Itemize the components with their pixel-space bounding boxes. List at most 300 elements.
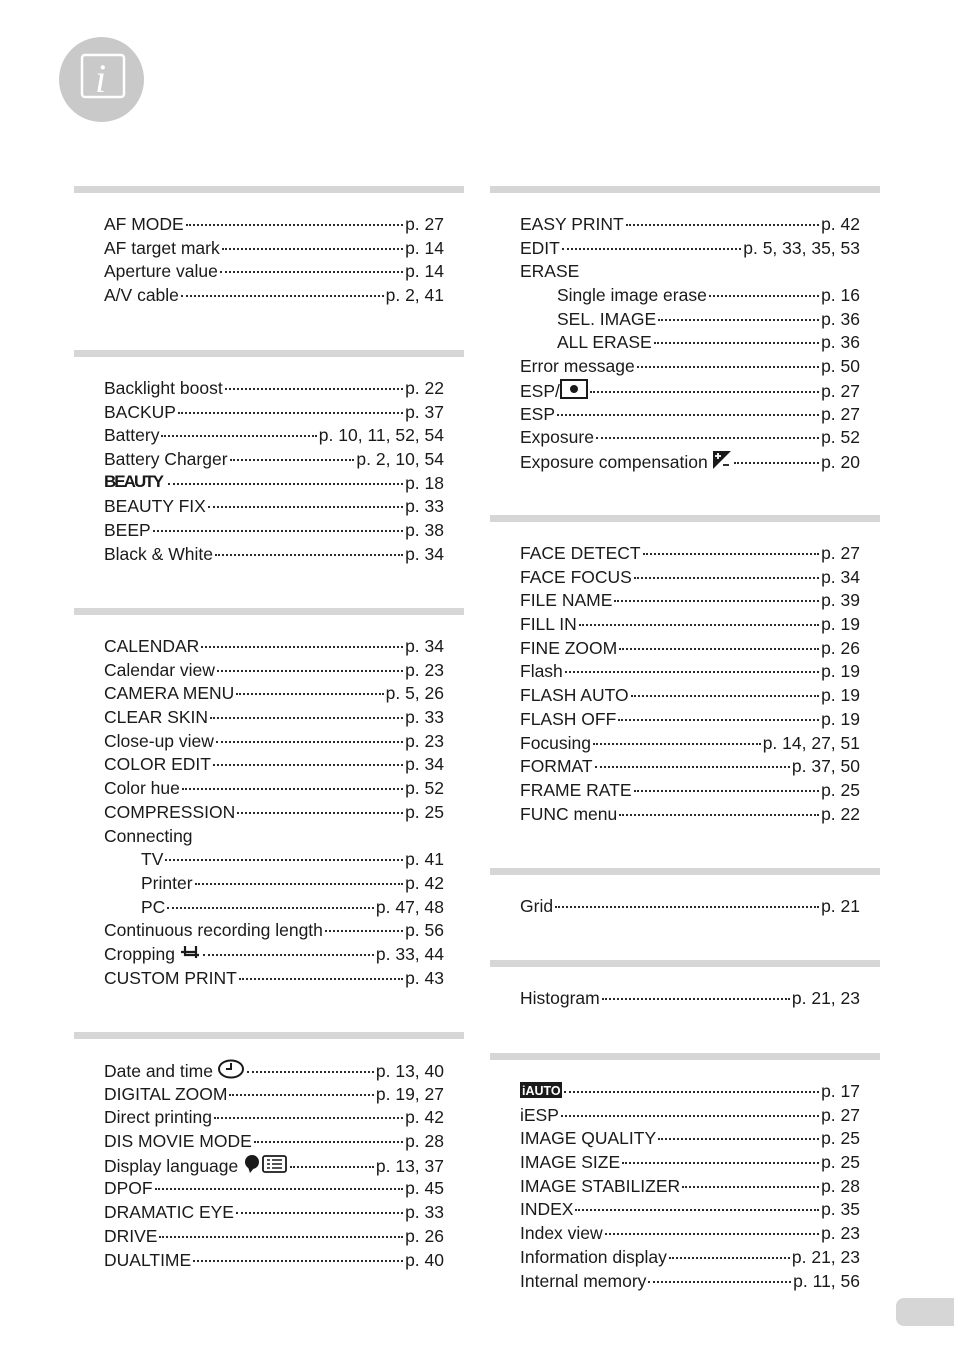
index-entry [104,706,444,730]
entry-label: Grid [520,896,554,916]
index-entry [104,730,444,754]
entry-label: CALENDAR [104,636,200,656]
index-entry [104,1249,444,1273]
index-entry [520,660,860,684]
entry-page-ref: p. 38 [405,520,444,541]
dot-leader [237,812,403,814]
entry-label: FILE NAME [520,590,613,611]
dot-leader [631,695,819,697]
entry-label: FACE DETECT [520,543,641,563]
index-section [490,186,880,515]
entry-page-ref: p. 19 [821,614,860,635]
entry-page-ref: p. 27 [405,214,444,234]
dot-leader [193,1260,403,1262]
dot-leader [220,271,403,273]
entry-page-ref: p. 10, 11, 52, 54 [318,425,444,446]
index-entry [520,1270,860,1294]
index-entry [104,448,444,472]
index-entry [520,987,860,1011]
index-entry [104,682,444,706]
entry-page-ref: p. 42 [405,1107,444,1128]
entry-page-ref: p. 19 [821,708,860,729]
dot-leader [230,459,355,461]
dot-leader [618,719,819,721]
entry-page-ref: p. 19, 27 [375,1083,444,1104]
entry-page-ref: p. 27 [821,543,860,563]
entry-page-ref: p. 18 [405,472,444,493]
entry-label: CUSTOM PRINT [104,967,237,988]
entry-list [490,967,880,1011]
clock-icon [217,1059,245,1086]
entry-label: FINE ZOOM [520,637,618,658]
index-entry [104,919,444,943]
index-entry [104,237,444,261]
index-entry [520,708,860,732]
index-entry [520,450,860,474]
entry-page-ref: p. 21, 23 [791,988,860,1008]
index-entry [520,284,860,308]
index-entry [104,519,444,543]
dot-leader [557,414,819,416]
dot-leader [634,577,819,579]
index-entry [520,379,860,403]
dot-leader [178,412,403,414]
entry-page-ref: p. 20 [821,451,860,472]
dot-leader [602,998,790,1000]
dot-leader [203,954,374,956]
dot-leader [182,788,403,790]
index-entry [104,260,444,284]
dot-leader [208,506,403,508]
entry-label: Flash [520,661,563,682]
entry-label: FRAME RATE [520,779,632,800]
dot-leader [622,1162,819,1164]
index-entry [104,943,444,967]
index-entry [520,684,860,708]
entry-label: Cropping [104,943,201,968]
dot-leader [637,366,819,368]
entry-label: Histogram [520,988,600,1008]
index-entry [520,613,860,637]
dot-leader [734,462,819,464]
entry-page-ref: p. 17 [821,1081,860,1101]
spot-metering-icon [560,379,588,406]
entry-page-ref: p. 23 [405,659,444,680]
index-entry [520,1151,860,1175]
index-entry [520,1080,860,1104]
entry-label: ESP [520,403,556,424]
entry-label: BEEP [104,520,151,541]
index-section [490,515,880,868]
index-entry [104,213,444,237]
entry-label: IMAGE SIZE [520,1152,621,1173]
entry-page-ref: p. 21 [821,896,860,916]
index-entry [520,732,860,756]
index-entry [104,848,444,872]
dot-leader [236,1212,403,1214]
section-divider [74,1032,464,1039]
entry-page-ref: p. 37 [405,401,444,422]
entry-label: Single image erase [557,285,707,306]
entry-label: Direct printing [104,1107,212,1128]
index-entry [520,542,860,566]
entry-page-ref: p. 56 [405,920,444,941]
entry-page-ref: p. 35 [821,1199,860,1220]
dot-leader [167,907,374,909]
index-entry [104,1177,444,1201]
entry-page-ref: p. 11, 56 [793,1270,860,1291]
dot-leader [165,859,403,861]
entry-label: Index view [520,1223,603,1244]
index-entry [104,872,444,896]
dot-leader [201,646,403,648]
entry-label: IMAGE QUALITY [520,1128,657,1149]
entry-page-ref: p. 27 [821,1104,860,1125]
index-entry [520,355,860,379]
section-divider [490,186,880,193]
dot-leader [225,388,403,390]
entry-label: FORMAT [520,756,593,777]
index-entry [104,1201,444,1225]
entry-page-ref: p. 13, 40 [375,1060,444,1081]
entry-label: Focusing [520,732,592,753]
entry-label: BEAUTY FIX [104,496,206,517]
entry-page-ref: p. 34 [405,636,444,656]
entry-page-ref: p. 22 [405,378,444,398]
dot-leader [222,248,403,250]
entry-list [74,357,464,567]
dot-leader [596,437,819,439]
dot-leader [564,1091,819,1093]
dot-leader [626,224,819,226]
entry-label: Continuous recording length [104,920,323,941]
entry-label: PC [141,896,166,917]
entry-page-ref: p. 33 [405,707,444,728]
entry-page-ref: p. 33 [405,1202,444,1223]
entry-page-ref: p. 50 [821,356,860,377]
entry-page-ref: p. 28 [821,1175,860,1196]
entry-page-ref: p. 42 [405,872,444,893]
index-entry [104,495,444,519]
entry-page-ref: p. 21, 23 [791,1246,860,1267]
index-entry [104,377,444,401]
index-entry [520,803,860,827]
index-entry [520,1104,860,1128]
dot-leader [229,1094,373,1096]
svg-text:i: i [95,56,107,101]
entry-page-ref: p. 26 [405,1225,444,1246]
entry-page-ref: p. 36 [821,332,860,353]
entry-page-ref: p. 43 [405,967,444,988]
entry-label: IMAGE STABILIZER [520,1175,681,1196]
entry-label: DUALTIME [104,1249,192,1270]
entry-label [104,472,166,497]
entry-list [490,522,880,826]
dot-leader [595,766,790,768]
dot-leader [579,624,819,626]
index-entry [520,1198,860,1222]
entry-label: INDEX [520,1199,574,1220]
entry-page-ref: p. 14, 27, 51 [762,732,860,753]
index-entry [520,779,860,803]
index-entry [104,801,444,825]
entry-page-ref: p. 19 [821,661,860,682]
index-entry [520,260,860,284]
entry-label: DPOF [104,1178,153,1199]
entry-page-ref: p. 5, 26 [385,683,444,704]
entry-page-ref: p. 42 [821,214,860,234]
entry-label: Printer [141,872,193,893]
entry-page-ref: p. 19 [821,685,860,706]
entry-page-ref: p. 34 [821,566,860,587]
dot-leader [614,600,819,602]
index-entry [104,777,444,801]
entry-label: ALL ERASE [557,332,652,353]
index-column-right [490,186,880,1313]
entry-list [490,1060,880,1293]
index-section [490,960,880,1053]
entry-page-ref: p. 23 [405,730,444,751]
dot-leader [555,906,819,908]
index-entry [104,1130,444,1154]
dot-leader [682,1186,819,1188]
dot-leader [709,295,819,297]
index-entry [520,1175,860,1199]
entry-label: Calendar view [104,659,215,680]
entry-label: Internal memory [520,1270,647,1291]
entry-page-ref: p. 52 [405,778,444,799]
dot-leader [561,1115,819,1117]
entry-label: FACE FOCUS [520,566,632,587]
index-entry [104,472,444,496]
entry-label: Connecting [104,825,193,846]
entry-label: SEL. IMAGE [557,308,657,329]
entry-page-ref: p. 34 [405,543,444,564]
index-entry [104,659,444,683]
section-divider [74,350,464,357]
index-section [74,608,464,1032]
entry-label: Backlight boost [104,378,223,398]
dot-leader [658,1138,819,1140]
entry-label: Close-up view [104,730,214,751]
entry-list [74,1039,464,1272]
dot-leader [236,693,383,695]
entry-label: BACKUP [104,401,176,422]
language-icon [242,1154,288,1181]
index-entry [520,589,860,613]
entry-page-ref: p. 45 [405,1178,444,1199]
dot-leader [658,319,819,321]
entry-label: Display language [104,1154,288,1181]
entry-list [74,615,464,990]
entry-page-ref: p. 25 [405,801,444,822]
index-entry [520,308,860,332]
dot-leader [565,671,819,673]
index-entry [520,237,860,261]
entry-label: Date and time [104,1059,245,1086]
dot-leader [247,1071,374,1073]
entry-list [490,875,880,919]
entry-page-ref: p. 25 [821,779,860,800]
entry-label: Exposure compensation [520,450,732,477]
exposure-comp-icon [712,450,732,477]
entry-page-ref: p. 23 [821,1223,860,1244]
dot-leader [590,391,819,393]
index-entry [520,895,860,919]
index-entry [520,426,860,450]
entry-page-ref: p. 22 [821,803,860,824]
dot-leader [159,1236,403,1238]
crop-icon [179,943,201,968]
index-entry [104,424,444,448]
index-entry [520,637,860,661]
entry-page-ref: p. 27 [821,403,860,424]
section-divider [490,868,880,875]
iauto-icon [520,1081,562,1105]
entry-label [520,1080,562,1104]
section-divider [74,186,464,193]
entry-label: Error message [520,356,635,377]
entry-page-ref: p. 34 [405,754,444,775]
index-entry [104,543,444,567]
index-entry [104,1106,444,1130]
entry-label: COMPRESSION [104,801,236,822]
section-divider [74,608,464,615]
index-entry [104,1225,444,1249]
dot-leader [648,1281,791,1283]
entry-label: FLASH OFF [520,708,617,729]
dot-leader [214,1117,403,1119]
entry-page-ref: p. 5, 33, 35, 53 [743,237,860,258]
entry-label: AF MODE [104,214,184,234]
index-entry [104,967,444,991]
dot-leader [325,930,403,932]
entry-page-ref: p. 14 [405,237,444,258]
entry-page-ref: p. 39 [821,590,860,611]
dot-leader [290,1166,374,1168]
entry-label: Battery [104,425,160,446]
dot-leader [181,295,384,297]
dot-leader [213,764,403,766]
dot-leader [239,978,403,980]
dot-leader [619,814,819,816]
entry-label: Aperture value [104,261,218,282]
index-column-left [74,186,464,1292]
index-entry [520,1127,860,1151]
dot-leader [195,883,404,885]
dot-leader [593,743,761,745]
dot-leader [153,530,403,532]
entry-page-ref: p. 33, 44 [375,943,444,964]
entry-label: CAMERA MENU [104,683,235,704]
entry-label: COLOR EDIT [104,754,211,775]
dot-leader [215,554,403,556]
index-entry [104,1083,444,1107]
index-entry [104,1154,444,1178]
index-entry [104,896,444,920]
entry-label: ERASE [520,261,580,282]
index-section [74,186,464,350]
entry-page-ref: p. 25 [821,1128,860,1149]
svg-text:iAUTO: iAUTO [522,1083,561,1098]
entry-page-ref: p. 27 [821,380,860,401]
entry-page-ref: p. 13, 37 [375,1155,444,1176]
section-divider [490,960,880,967]
entry-label: Color hue [104,778,180,799]
index-entry [520,1246,860,1270]
dot-leader [605,1233,819,1235]
index-entry [104,753,444,777]
entry-label: FILL IN [520,614,577,635]
dot-leader [562,248,741,250]
entry-label: Information display [520,1246,667,1267]
entry-page-ref: p. 2, 10, 54 [356,449,444,470]
index-entry [104,401,444,425]
entry-label: TV [141,849,164,870]
entry-page-ref: p. 26 [821,637,860,658]
index-entry [520,403,860,427]
entry-page-ref: p. 40 [405,1249,444,1270]
entry-label: EASY PRINT [520,214,624,234]
entry-page-ref: p. 47, 48 [375,896,444,917]
dot-leader [254,1141,403,1143]
entry-page-ref: p. 14 [405,261,444,282]
entry-label: DRIVE [104,1225,158,1246]
dot-leader [186,224,403,226]
page-tab [896,1298,954,1326]
dot-leader [217,670,403,672]
index-entry [520,331,860,355]
entry-label: iESP [520,1104,559,1125]
index-section [74,350,464,608]
dot-leader [210,717,403,719]
index-entry [520,566,860,590]
entry-page-ref: p. 16 [821,285,860,306]
entry-label: AF target mark [104,237,220,258]
index-section [490,868,880,960]
entry-label: Exposure [520,427,594,448]
entry-list [74,193,464,308]
dot-leader [161,435,316,437]
index-entry [104,284,444,308]
dot-leader [168,483,403,485]
entry-page-ref: p. 36 [821,308,860,329]
entry-label: EDIT [520,237,560,258]
section-divider [490,515,880,522]
entry-page-ref: p. 33 [405,496,444,517]
entry-page-ref: p. 41 [405,849,444,870]
entry-label: ESP/ [520,379,588,406]
index-entry [104,825,444,849]
entry-label: FUNC menu [520,803,618,824]
dot-leader [575,1209,819,1211]
dot-leader [643,553,819,555]
index-entry [520,1222,860,1246]
entry-label: FLASH AUTO [520,685,629,706]
entry-list [490,193,880,474]
entry-page-ref: p. 37, 50 [791,756,860,777]
entry-page-ref: p. 25 [821,1152,860,1173]
index-section [74,1032,464,1292]
index-entry [104,635,444,659]
beauty-mode-icon [104,472,166,497]
entry-page-ref: p. 52 [821,427,860,448]
entry-label: CLEAR SKIN [104,707,209,728]
entry-label: DRAMATIC EYE [104,1202,234,1223]
index-entry [104,1059,444,1083]
dot-leader [654,342,819,344]
dot-leader [619,648,819,650]
